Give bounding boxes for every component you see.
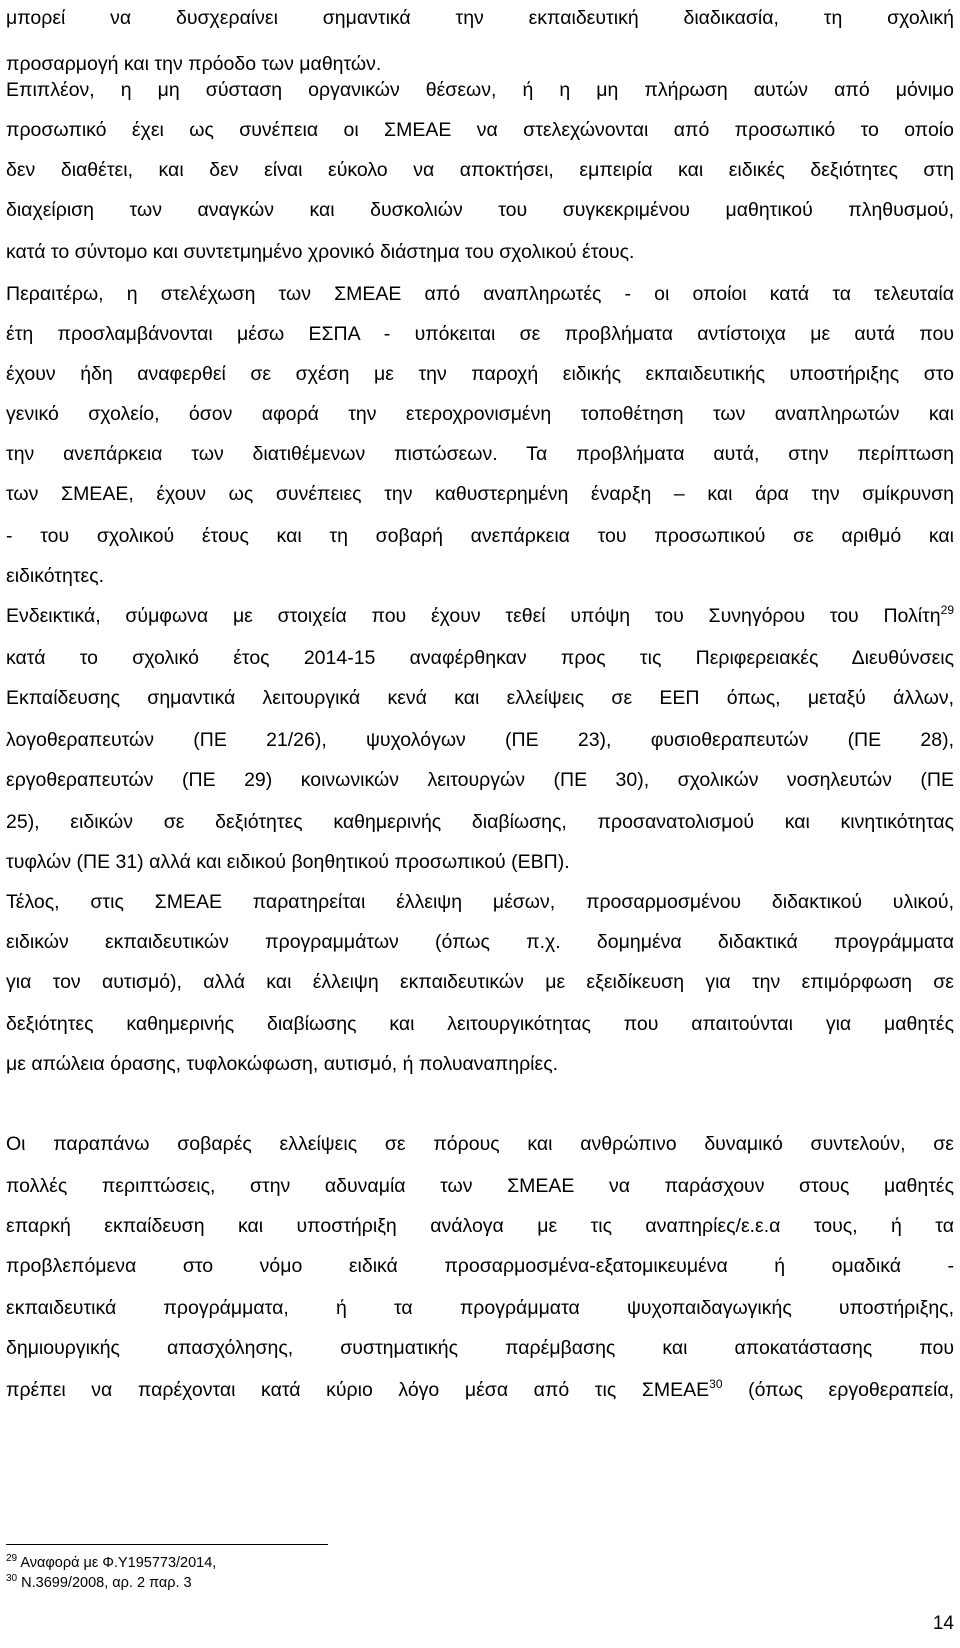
text-line-content: των ΣΜΕΑΕ, έχουν ως συνέπειες την καθυστερημένη έναρξη – και άρα την σμίκρυνση (6, 483, 954, 505)
text-line-content: προσωπικό έχει ως συνέπεια οι ΣΜΕΑΕ να στελεχώνονται από προσωπικό το οποίο (6, 119, 954, 141)
text-line-content: ειδικών εκπαιδευτικών προγραμμάτων (όπως π.χ. δομημένα διδακτικά προγράμματα (6, 931, 954, 953)
text-line-content: δημιουργικής απασχόλησης, συστηματικής παρέμβασης και αποκατάστασης που (6, 1337, 954, 1359)
text-line (6, 6, 954, 30)
text-line-content: έχουν ήδη αναφερθεί σε σχέση με την παροχή ειδικής εκπαιδευτικής υποστήριξης στο (6, 363, 954, 385)
footnote-reference: 29 (940, 602, 954, 617)
text-line-content: - του σχολικού έτους και τη σοβαρή ανεπάρκεια του προσωπικού σε αριθμό και (6, 525, 954, 547)
text-line-content: γενικό σχολείο, όσον αφορά την ετεροχρονισμένη τοποθέτηση των αναπληρωτών και (6, 403, 954, 425)
text-line (6, 850, 954, 874)
text-line (6, 810, 954, 834)
text-line (6, 52, 954, 76)
text-line-content: κατά το σύντομο και συντετμημένο χρονικό διάστημα του σχολικού έτους. (6, 241, 635, 263)
text-line-content: 25), ειδικών σε δεξιότητες καθημερινής διαβίωσης, προσανατολισμού και κινητικότητας (6, 811, 954, 833)
text-line-content: πολλές περιπτώσεις, στην αδυναμία των ΣΜΕΑΕ να παράσχουν στους μαθητές (6, 1175, 954, 1197)
text-line (6, 930, 954, 954)
footnote-number: 29 (6, 1553, 18, 1565)
text-line-content: εργοθεραπευτών (ΠΕ 29) κοινωνικών λειτουργών (ΠΕ 30), σχολικών νοσηλευτών (ΠΕ (6, 769, 954, 791)
text-line-content: Τέλος, στις ΣΜΕΑΕ παρατηρείται έλλειψη μέσων, προσαρμοσμένου διδακτικού υλικού, (6, 891, 954, 913)
text-line (6, 198, 954, 222)
text-line (6, 1336, 954, 1360)
text-line (6, 282, 954, 306)
text-line (6, 158, 954, 182)
text-line-content: ειδικότητες. (6, 565, 105, 587)
text-line (6, 1254, 954, 1278)
text-line (6, 482, 954, 506)
text-line (6, 1378, 954, 1402)
text-line-content: μπορεί να δυσχεραίνει σημαντικά την εκπαιδευτική διαδικασία, τη σχολική (6, 7, 954, 29)
text-line (6, 1214, 954, 1238)
text-line-content: τυφλών (ΠΕ 31) αλλά και ειδικού βοηθητικού προσωπικού (ΕΒΠ). (6, 851, 570, 873)
text-line-content: πρέπει να παρέχονται κατά κύριο λόγο μέσα από τις ΣΜΕΑΕ (6, 1379, 710, 1401)
footnote-separator (6, 1544, 328, 1545)
text-line-content: Περαιτέρω, η στελέχωση των ΣΜΕΑΕ από αναπληρωτές - οι οποίοι κατά τα τελευταία (6, 283, 954, 305)
text-line (6, 890, 954, 914)
text-line (6, 564, 954, 588)
text-line-content: διαχείριση των αναγκών και δυσκολιών του συγκεκριμένου μαθητικού πληθυσμού, (6, 199, 954, 221)
text-line-content: δεν διαθέτει, και δεν είναι εύκολο να αποκτήσει, εμπειρία και ειδικές δεξιότητες στη (6, 159, 954, 181)
text-line-content: προσαρμογή και την πρόοδο των μαθητών. (6, 53, 382, 75)
text-line-content: κατά το σχολικό έτος 2014-15 αναφέρθηκαν προς τις Περιφερειακές Διευθύνσεις (6, 647, 954, 669)
text-line (6, 322, 954, 346)
text-line-content: λογοθεραπευτών (ΠΕ 21/26), ψυχολόγων (ΠΕ 23), φυσιοθεραπευτών (ΠΕ 28), (6, 729, 954, 751)
text-line (6, 646, 954, 670)
text-line-content: για τον αυτισμό), αλλά και έλλειψη εκπαιδευτικών με εξειδίκευση για την επιμόρφωση σε (6, 971, 954, 993)
text-line (6, 1052, 954, 1076)
footnote-30 (6, 1574, 192, 1592)
text-line-content: εκπαιδευτικά προγράμματα, ή τα προγράμματα ψυχοπαιδαγωγικής υποστήριξης, (6, 1297, 954, 1319)
footnote-29 (6, 1554, 216, 1572)
text-line-continuation: (όπως εργοθεραπεία, (722, 1379, 955, 1401)
text-line (6, 402, 954, 426)
text-line-content: την ανεπάρκεια των διατιθέμενων πιστώσεων. Τα προβλήματα αυτά, στην περίπτωση (6, 443, 954, 465)
footnote-text: Ν.3699/2008, αρ. 2 παρ. 3 (17, 1575, 192, 1591)
text-line (6, 1132, 954, 1156)
text-line (6, 1296, 954, 1320)
footnote-number: 30 (6, 1573, 18, 1585)
text-line-content: με απώλεια όρασης, τυφλοκώφωση, αυτισμό, ή πολυαναπηρίες. (6, 1053, 559, 1075)
footnote-reference: 30 (709, 1376, 723, 1391)
text-line-content: Επιπλέον, η μη σύσταση οργανικών θέσεων, ή η μη πλήρωση αυτών από μόνιμο (6, 79, 954, 101)
text-line-content: προβλεπόμενα στο νόμο ειδικά προσαρμοσμένα-εξατομικευμένα ή ομαδικά - (6, 1255, 954, 1277)
text-line (6, 362, 954, 386)
text-line (6, 524, 954, 548)
page-number: 14 (932, 1613, 954, 1634)
text-line (6, 970, 954, 994)
text-line (6, 686, 954, 710)
text-line (6, 1174, 954, 1198)
text-line-content: δεξιότητες καθημερινής διαβίωσης και λειτουργικότητας που απαιτούνται για μαθητές (6, 1013, 954, 1035)
text-line (6, 78, 954, 102)
text-line (6, 118, 954, 142)
text-line-content: έτη προσλαμβάνονται μέσω ΕΣΠΑ - υπόκειται σε προβλήματα αντίστοιχα με αυτά που (6, 323, 954, 345)
text-line-content: Ενδεικτικά, σύμφωνα με στοιχεία που έχουν τεθεί υπόψη του Συνηγόρου του Πολίτη (6, 605, 941, 627)
text-line (6, 1012, 954, 1036)
text-line-content: Οι παραπάνω σοβαρές ελλείψεις σε πόρους και ανθρώπινο δυναμικό συντελούν, σε (6, 1133, 954, 1155)
text-line (6, 768, 954, 792)
text-line (6, 442, 954, 466)
footnote-text: Αναφορά με Φ.Υ195773/2014, (17, 1555, 217, 1571)
text-line (6, 604, 954, 628)
text-line (6, 240, 954, 264)
text-line (6, 728, 954, 752)
text-line-content: επαρκή εκπαίδευση και υποστήριξη ανάλογα με τις αναπηρίες/ε.ε.α τους, ή τα (6, 1215, 954, 1237)
text-line-content: Εκπαίδευσης σημαντικά λειτουργικά κενά και ελλείψεις σε ΕΕΠ όπως, μεταξύ άλλων, (6, 687, 954, 709)
